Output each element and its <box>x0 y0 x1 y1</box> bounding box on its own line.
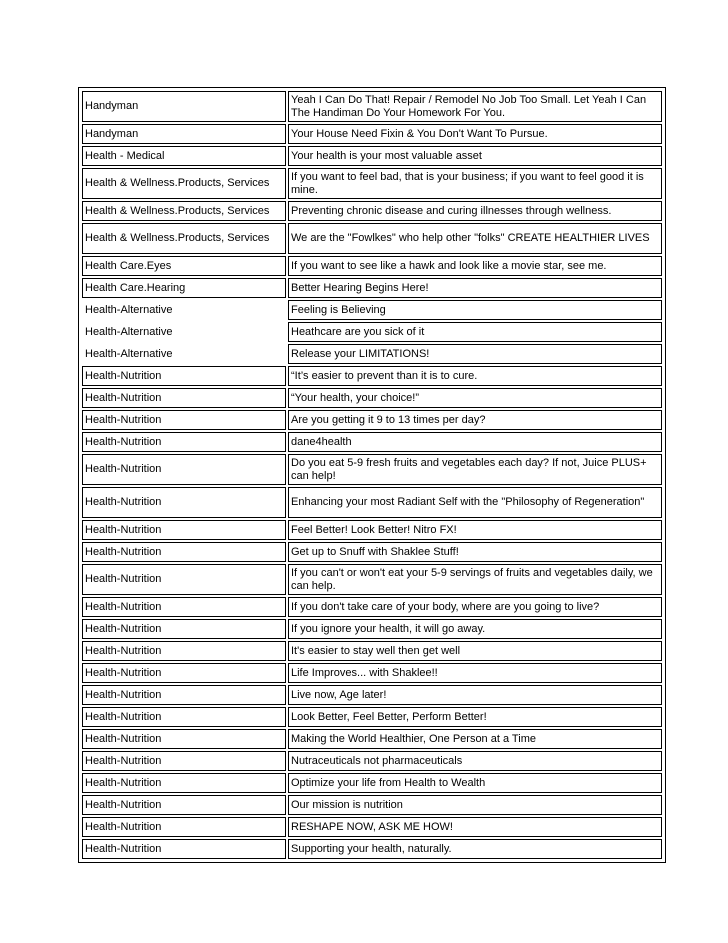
table-row <box>82 685 662 705</box>
table-row <box>82 168 662 199</box>
table-row <box>82 487 662 518</box>
category-cell: Health-Nutrition <box>82 751 286 771</box>
slogan-cell: If you don't take care of your body, where are you going to live? <box>288 597 662 617</box>
category-cell: Health-Nutrition <box>82 542 286 562</box>
category-cell: Health-Nutrition <box>82 564 286 595</box>
slogan-cell: dane4health <box>288 432 662 452</box>
table-row <box>82 91 662 122</box>
category-cell: Health-Nutrition <box>82 487 286 518</box>
slogan-cell: Feel Better! Look Better! Nitro FX! <box>288 520 662 540</box>
category-cell: Health-Nutrition <box>82 520 286 540</box>
slogan-cell: Do you eat 5-9 fresh fruits and vegetables each day? If not, Juice PLUS+ can help! <box>288 454 662 485</box>
category-cell: Health-Nutrition <box>82 729 286 749</box>
slogan-cell: Heathcare are you sick of it <box>288 322 662 342</box>
slogan-cell: Feeling is Believing <box>288 300 662 320</box>
slogan-cell: Live now, Age later! <box>288 685 662 705</box>
table-row <box>82 366 662 386</box>
category-cell: Health-Nutrition <box>82 663 286 683</box>
slogan-cell: Supporting your health, naturally. <box>288 839 662 859</box>
slogan-cell: Are you getting it 9 to 13 times per day? <box>288 410 662 430</box>
slogan-cell: “It’s easier to prevent than it is to cure. <box>288 366 662 386</box>
category-cell: Health & Wellness.Products, Services <box>82 201 286 221</box>
table-row <box>82 641 662 661</box>
table-row <box>82 564 662 595</box>
slogan-cell: Optimize your life from Health to Wealth <box>288 773 662 793</box>
category-cell: Health Care.Eyes <box>82 256 286 276</box>
table-row <box>82 454 662 485</box>
table-row <box>82 300 662 320</box>
table-row <box>82 707 662 727</box>
slogan-table <box>80 89 664 861</box>
slogan-cell: Better Hearing Begins Here! <box>288 278 662 298</box>
slogan-cell: If you ignore your health, it will go away. <box>288 619 662 639</box>
table-row <box>82 751 662 771</box>
table-row <box>82 663 662 683</box>
table-row <box>82 817 662 837</box>
category-cell: Health-Nutrition <box>82 795 286 815</box>
table-row <box>82 773 662 793</box>
category-cell: Health-Nutrition <box>82 454 286 485</box>
category-cell: Health-Nutrition <box>82 817 286 837</box>
category-cell: Health-Nutrition <box>82 839 286 859</box>
slogan-cell: Release your LIMITATIONS! <box>288 344 662 364</box>
category-cell: Health-Alternative <box>85 325 173 338</box>
slogan-cell: Get up to Snuff with Shaklee Stuff! <box>288 542 662 562</box>
table-row <box>82 839 662 859</box>
category-cell: Health-Nutrition <box>82 707 286 727</box>
table-row <box>82 278 662 298</box>
slogan-table-frame <box>78 87 666 863</box>
slogan-cell: Your health is your most valuable asset <box>288 146 662 166</box>
category-cell: Health-Nutrition <box>82 685 286 705</box>
slogan-cell: Nutraceuticals not pharmaceuticals <box>288 751 662 771</box>
table-row <box>82 344 662 364</box>
category-cell: Health-Nutrition <box>82 432 286 452</box>
slogan-cell: We are the "Fowlkes" who help other "folks" CREATE HEALTHIER LIVES <box>288 223 662 254</box>
category-cell: Health-Nutrition <box>82 366 286 386</box>
table-row <box>82 223 662 254</box>
table-row <box>82 322 662 342</box>
table-row <box>82 201 662 221</box>
slogan-cell: It's easier to stay well then get well <box>288 641 662 661</box>
category-cell: Health-Nutrition <box>82 619 286 639</box>
slogan-cell: Your House Need Fixin & You Don't Want To Pursue. <box>288 124 662 144</box>
category-cell: Handyman <box>82 91 286 122</box>
category-cell: Health & Wellness.Products, Services <box>82 168 286 199</box>
slogan-cell: Look Better, Feel Better, Perform Better! <box>288 707 662 727</box>
category-cell: Health-Alternative <box>85 347 173 360</box>
category-cell: Health-Nutrition <box>82 773 286 793</box>
slogan-cell: If you want to feel bad, that is your business; if you want to feel good it is mine. <box>288 168 662 199</box>
slogan-cell: Enhancing your most Radiant Self with the "Philosophy of Regeneration" <box>288 487 662 518</box>
category-cell: Handyman <box>82 124 286 144</box>
table-row <box>82 146 662 166</box>
slogan-cell: If you want to see like a hawk and look like a movie star, see me. <box>288 256 662 276</box>
slogan-cell: If you can't or won't eat your 5-9 servings of fruits and vegetables daily, we can help. <box>288 564 662 595</box>
slogan-cell: Life Improves... with Shaklee!! <box>288 663 662 683</box>
table-row <box>82 388 662 408</box>
slogan-cell: Making the World Healthier, One Person at a Time <box>288 729 662 749</box>
table-row <box>82 256 662 276</box>
category-cell: Health-Nutrition <box>82 597 286 617</box>
slogan-cell: RESHAPE NOW, ASK ME HOW! <box>288 817 662 837</box>
category-cell: Health & Wellness.Products, Services <box>82 223 286 254</box>
table-row <box>82 432 662 452</box>
category-cell: Health-Alternative <box>85 303 173 316</box>
slogan-cell: Our mission is nutrition <box>288 795 662 815</box>
table-row <box>82 124 662 144</box>
table-row <box>82 597 662 617</box>
table-row <box>82 520 662 540</box>
category-cell: Health-Nutrition <box>82 388 286 408</box>
table-row <box>82 410 662 430</box>
category-cell: Health-Nutrition <box>82 410 286 430</box>
slogan-cell: Preventing chronic disease and curing illnesses through wellness. <box>288 201 662 221</box>
table-row <box>82 542 662 562</box>
category-cell: Health-Nutrition <box>82 641 286 661</box>
slogan-cell: “Your health, your choice!” <box>288 388 662 408</box>
category-cell: Health - Medical <box>82 146 286 166</box>
category-cell: Health Care.Hearing <box>82 278 286 298</box>
table-row <box>82 729 662 749</box>
table-row <box>82 795 662 815</box>
table-row <box>82 619 662 639</box>
slogan-table-body <box>82 91 662 859</box>
slogan-cell: Yeah I Can Do That! Repair / Remodel No Job Too Small. Let Yeah I Can The Handiman Do Your Homework For You. <box>288 91 662 122</box>
